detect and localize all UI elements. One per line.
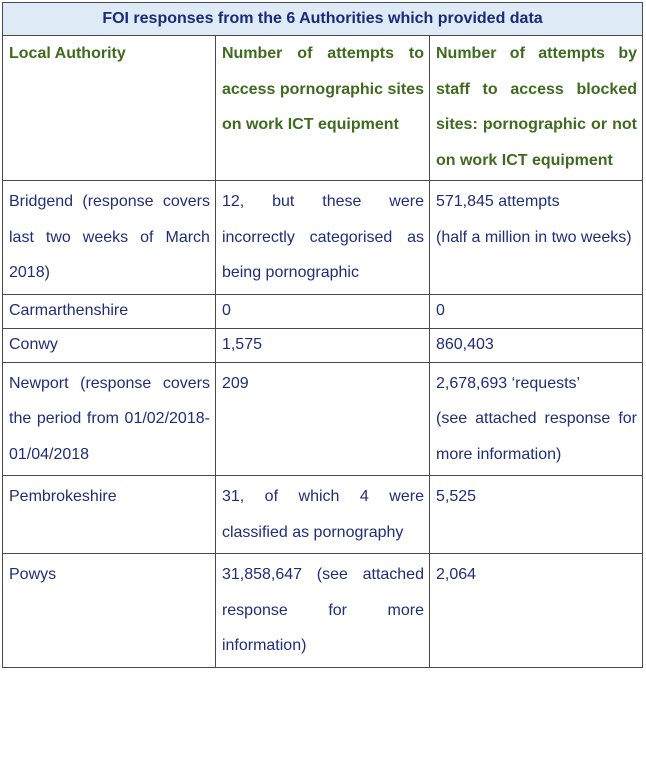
blocked-note: (half a million in two weeks)	[435, 228, 632, 246]
cell-blocked-attempts: 2,064	[429, 554, 642, 668]
cell-porn-attempts: 209	[215, 362, 429, 476]
table-row	[3, 294, 643, 328]
cell-porn-attempts: 31,858,647 (see attached response for more information)	[215, 554, 429, 668]
cell-blocked-attempts	[429, 181, 642, 295]
cell-porn-attempts: 1,575	[215, 328, 429, 362]
table-title: FOI responses from the 6 Authorities which provided data	[3, 3, 643, 36]
cell-authority: Pembrokeshire	[3, 476, 216, 554]
cell-authority: Newport (response covers the period from 01/02/2018-01/04/2018	[3, 362, 216, 476]
cell-porn-attempts: 31, of which 4 were classified as pornography	[215, 476, 429, 554]
table-row	[3, 476, 643, 554]
blocked-value: 571,845 attempts	[435, 193, 560, 210]
cell-authority: Bridgend (response covers last two weeks of March 2018)	[3, 181, 216, 295]
table-row	[3, 181, 643, 295]
blocked-value: 2,678,693 ‘requests’	[435, 374, 581, 392]
header-local-authority: Local Authority	[3, 36, 216, 181]
table-row	[3, 554, 643, 668]
cell-authority: Carmarthenshire	[3, 294, 216, 328]
header-porn-attempts: Number of attempts to access pornographic sites on work ICT equipment	[215, 36, 429, 181]
blocked-note: (see attached response for more information)	[435, 410, 637, 463]
cell-blocked-attempts: 0	[429, 294, 642, 328]
header-blocked-attempts: Number of attempts by staff to access blocked sites: pornographic or not on work ICT equipment	[429, 36, 642, 181]
table-row	[3, 328, 643, 362]
cell-blocked-attempts: 860,403	[429, 328, 642, 362]
cell-blocked-attempts	[429, 362, 642, 476]
table-header-row	[3, 36, 643, 181]
cell-blocked-attempts: 5,525	[429, 476, 642, 554]
table-title-row	[3, 3, 643, 36]
cell-porn-attempts: 0	[215, 294, 429, 328]
foi-responses-table	[2, 2, 643, 668]
cell-authority: Powys	[3, 554, 216, 668]
cell-authority: Conwy	[3, 328, 216, 362]
cell-porn-attempts: 12, but these were incorrectly categorised as being pornographic	[215, 181, 429, 295]
table-row	[3, 362, 643, 476]
